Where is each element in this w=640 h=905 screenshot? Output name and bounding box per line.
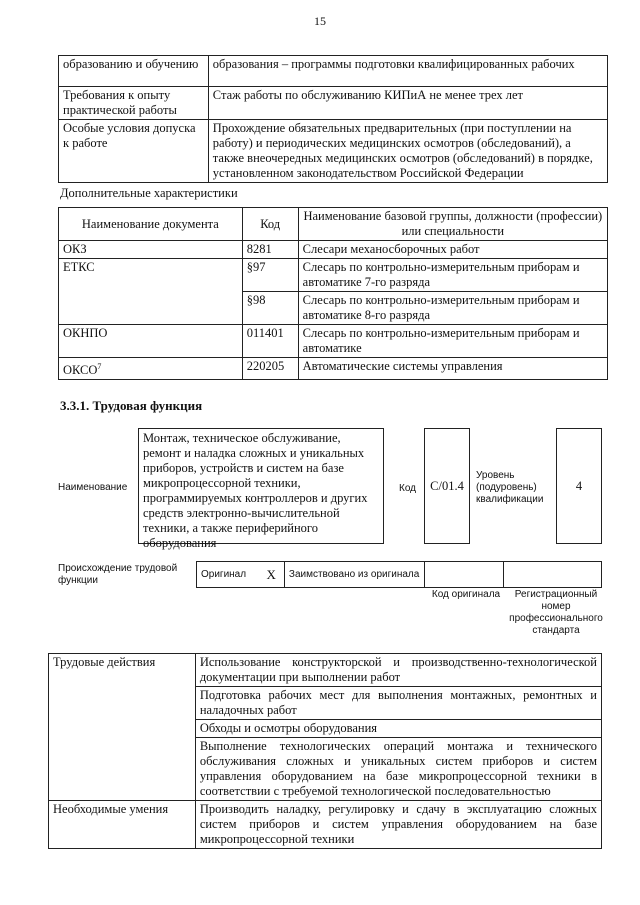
action-item: Выполнение технологических операций монтажа и технического обслуживания сложных и уникальных систем приборов и систем управления оборудованием на базе микропроцессорной техники в соответствии с требуемой технологической последовательностью — [195, 738, 601, 801]
original-label: Оригинал — [197, 562, 259, 588]
requirement-value: образования – программы подготовки квалифицированных рабочих — [208, 56, 607, 87]
skills-label: Необходимые умения — [49, 801, 196, 849]
code-box — [424, 428, 470, 544]
code-cell: §97 — [242, 259, 298, 292]
orig-code-cell — [424, 562, 504, 588]
name-cell: Слесарь по контрольно-измерительным приборам и автоматике 7-го разряда — [298, 259, 607, 292]
table-row — [59, 358, 608, 380]
additional-table — [58, 207, 608, 380]
level-label: Уровень (подуровень) квалификации — [476, 470, 544, 505]
function-name-box — [138, 428, 384, 550]
table-row — [49, 801, 602, 849]
actions-table — [48, 653, 602, 849]
name-cell: Слесарь по контрольно-измерительным приборам и автоматике — [298, 325, 607, 358]
table-row — [59, 241, 608, 259]
table-row — [49, 654, 602, 687]
requirement-label: образованию и обучению — [59, 56, 209, 87]
table-row — [59, 325, 608, 358]
table-row — [59, 259, 608, 292]
column-header: Наименование базовой группы, должности (профессии) или специальности — [298, 208, 607, 241]
action-item: Обходы и осмотры оборудования — [195, 720, 601, 738]
function-heading: 3.3.1. Трудовая функция — [60, 398, 203, 413]
additional-heading: Дополнительные характеристики — [60, 186, 238, 200]
table-header-row — [59, 208, 608, 241]
skill-item: Производить наладку, регулировку и сдачу в эксплуатацию сложных систем приборов и систем управления оборудованием на базе микропроцессорной техники — [195, 801, 601, 849]
column-header: Наименование документа — [59, 208, 243, 241]
name-cell: Слесарь по контрольно-измерительным приборам и автоматике 8-го разряда — [298, 292, 607, 325]
table-row — [59, 87, 608, 120]
code-value: C/01.4 — [430, 478, 464, 493]
doc-cell — [59, 358, 243, 380]
requirement-label: Требования к опыту практической работы — [59, 87, 209, 120]
reg-number-label: Регистрационный номер профессионального стандарта — [509, 589, 603, 636]
requirement-label: Особые условия допуска к работе — [59, 120, 209, 183]
function-name: Монтаж, техническое обслуживание, ремонт и наладка сложных и уникальных приборов, устройств и систем на базе микропроцессорной техники, программируемых контроллеров и других средств электронно-вычислительной техники, а также периферийного оборудования — [143, 431, 368, 550]
name-cell: Автоматические системы управления — [298, 358, 607, 380]
doc-cell: ОКНПО — [59, 325, 243, 358]
table-row — [59, 120, 608, 183]
requirement-value: Стаж работы по обслуживанию КИПиА не менее трех лет — [208, 87, 607, 120]
code-label: Код — [399, 483, 417, 494]
requirement-value: Прохождение обязательных предварительных (при поступлении на работу) и периодических медицинских осмотров (обследований), а также внеочередных медицинских осмотров (обследований) в порядке, установленном законодательством Российской Федерации — [208, 120, 607, 183]
page-number: 15 — [314, 14, 326, 28]
level-box — [556, 428, 602, 544]
code-cell: 011401 — [242, 325, 298, 358]
requirements-table — [58, 55, 608, 183]
code-cell: 220205 — [242, 358, 298, 380]
doc-cell: ЕТКС — [59, 259, 243, 325]
orig-code-label: Код оригинала — [431, 589, 501, 600]
code-cell: 8281 — [242, 241, 298, 259]
origin-table — [196, 561, 602, 588]
borrowed-label: Заимствовано из оригинала — [284, 562, 424, 588]
action-item: Подготовка рабочих мест для выполнения монтажных, ремонтных и наладочных работ — [195, 687, 601, 720]
footnote-mark: 7 — [97, 362, 102, 371]
name-cell: Слесари механосборочных работ — [298, 241, 607, 259]
original-mark: X — [258, 562, 284, 588]
name-label: Наименование — [58, 482, 128, 493]
origin-label: Происхождение трудовой функции — [58, 563, 178, 586]
level-value: 4 — [575, 478, 583, 493]
column-header: Код — [242, 208, 298, 241]
doc-text: ОКСО — [63, 363, 98, 378]
reg-number-cell — [504, 562, 602, 588]
actions-label: Трудовые действия — [49, 654, 196, 801]
action-item: Использование конструкторской и производственно-технологической документации при выполнении работ — [195, 654, 601, 687]
table-row — [59, 56, 608, 87]
doc-cell: ОКЗ — [59, 241, 243, 259]
table-row — [197, 562, 602, 588]
code-cell: §98 — [242, 292, 298, 325]
